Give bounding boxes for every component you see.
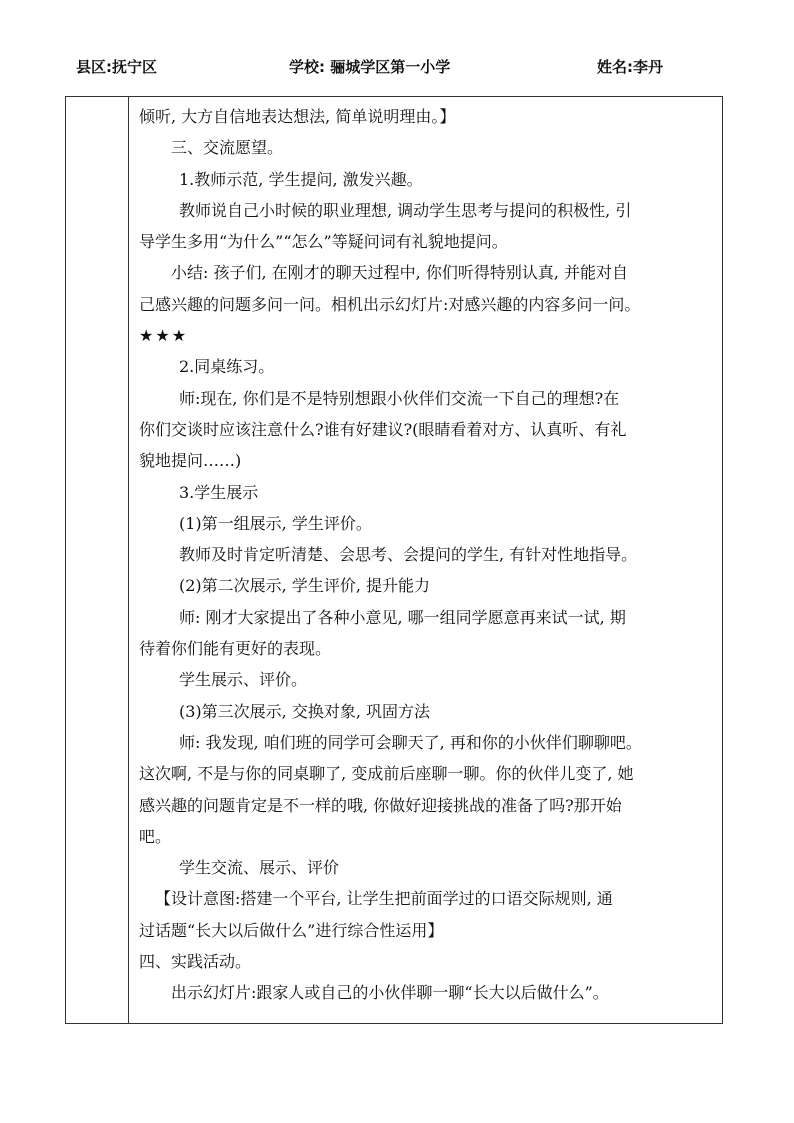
content-line: 这次啊, 不是与你的同桌聊了, 变成前后座聊一聊。你的伙伴儿变了, 她 — [139, 764, 634, 784]
content-line: 教师说自己小时候的职业理想, 调动学生思考与提问的积极性, 引 — [179, 200, 632, 220]
content-line: 倾听, 大方自信地表达想法, 简单说明理由。】 — [139, 107, 456, 126]
content-line: 过话题“长大以后做什么”进行综合性运用】 — [139, 920, 444, 940]
school-label: 学校: 骊城学区第一小学 — [289, 58, 451, 76]
stars-rating: ★★★ — [139, 326, 189, 346]
teacher-name-label: 姓名:李丹 — [597, 58, 663, 76]
lesson-content-cell — [139, 101, 715, 1009]
content-line: 师: 刚才大家提出了各种小意见, 哪一组同学愿意再来试一试, 期 — [179, 607, 626, 627]
content-line: 学生展示、评价。 — [179, 670, 308, 690]
content-line: (1)第一组展示, 学生评价。 — [179, 513, 372, 533]
content-line: 教师及时肯定听清楚、会思考、会提问的学生, 有针对性地指导。 — [179, 545, 638, 565]
page-header — [0, 56, 794, 80]
content-line: 小结: 孩子们, 在刚才的聊天过程中, 你们听得特别认真, 并能对自 — [171, 263, 628, 283]
section-heading: 三、交流愿望。 — [171, 138, 284, 158]
content-line: 貌地提问……) — [139, 451, 242, 471]
content-line: 待着你们能有更好的表现。 — [139, 639, 332, 659]
content-line: 出示幻灯片:跟家人或自己的小伙伴聊一聊“长大以后做什么”。 — [171, 983, 609, 1003]
content-line: (2)第二次展示, 学生评价, 提升能力 — [179, 576, 431, 596]
content-line: (3)第三次展示, 交换对象, 巩固方法 — [179, 701, 431, 721]
content-line: 吧。 — [139, 826, 172, 846]
content-line: 导学生多用“为什么”“怎么”等疑问词有礼貌地提问。 — [139, 232, 508, 252]
design-intent: 【设计意图:搭建一个平台, 让学生把前面学过的口语交际规则, 通 — [155, 889, 613, 909]
county-label: 县区:抚宁区 — [76, 58, 157, 76]
content-line: 师: 我发现, 咱们班的同学可会聊天了, 再和你的小伙伴们聊聊吧。 — [179, 732, 642, 752]
step-heading: 1.教师示范, 学生提问, 激发兴趣。 — [179, 169, 423, 189]
content-line: 你们交谈时应该注意什么?谁有好建议?(眼睛看着对方、认真听、有礼 — [139, 419, 627, 439]
step-heading: 3.学生展示 — [179, 482, 259, 502]
content-line: 己感兴趣的问题多问一问。相机出示幻灯片:对感兴趣的内容多问一问。 — [139, 294, 641, 314]
column-divider — [128, 97, 129, 1023]
content-line: 感兴趣的问题肯定是不一样的哦, 你做好迎接挑战的准备了吗?那开始 — [139, 795, 622, 815]
section-heading: 四、实践活动。 — [139, 952, 252, 972]
lesson-plan-table — [65, 96, 723, 1024]
step-heading: 2.同桌练习。 — [179, 357, 275, 377]
content-line: 学生交流、展示、评价 — [179, 858, 340, 878]
content-line: 师:现在, 你们是不是特别想跟小伙伴们交流一下自己的理想?在 — [179, 388, 620, 408]
